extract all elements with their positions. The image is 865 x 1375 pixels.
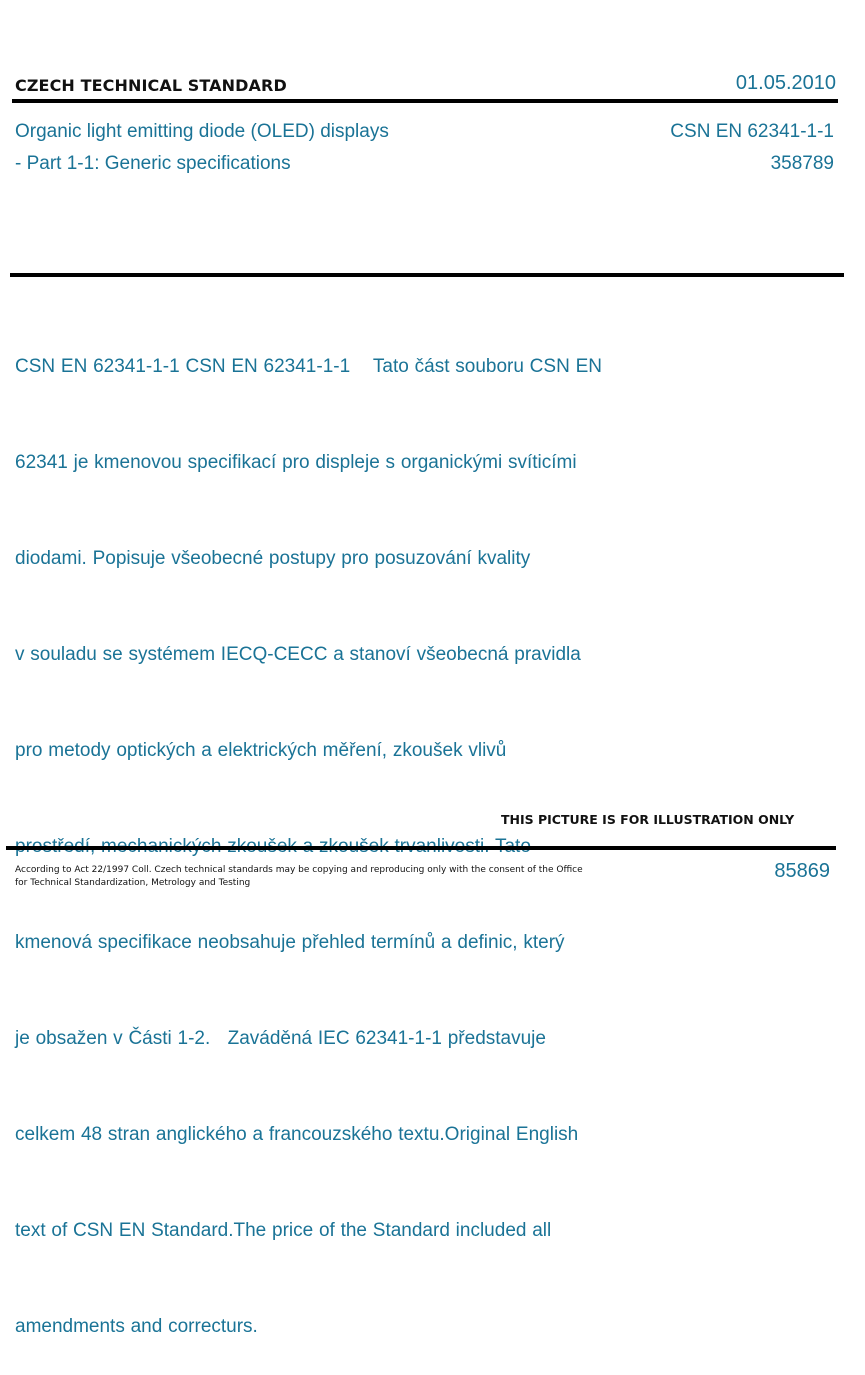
document-title-line-1: Organic light emitting diode (OLED) displays bbox=[15, 121, 389, 142]
document-title bbox=[15, 116, 515, 180]
standard-type-heading: CZECH TECHNICAL STANDARD bbox=[15, 76, 287, 95]
title-divider bbox=[10, 273, 844, 277]
abstract-line: celkem 48 stran anglického a francouzského textu.Original English bbox=[15, 1124, 579, 1145]
legal-notice-line-1: According to Act 22/1997 Coll. Czech technical standards may be copying and reproducing only with the consent of the Office bbox=[15, 865, 583, 875]
footer-divider bbox=[6, 846, 836, 850]
document-code: 85869 bbox=[774, 860, 830, 882]
abstract-line: text of CSN EN Standard.The price of the Standard included all bbox=[15, 1220, 552, 1241]
document-title-line-2: - Part 1-1: Generic specifications bbox=[15, 153, 291, 174]
abstract-line: je obsažen v Části 1-2. Zaváděná IEC 62341-1-1 představuje bbox=[15, 1028, 546, 1049]
legal-notice bbox=[15, 864, 615, 890]
abstract-line: kmenová specifikace neobsahuje přehled termínů a definic, který bbox=[15, 932, 565, 953]
abstract-line: v souladu se systémem IECQ-CECC a stanoví všeobecná pravidla bbox=[15, 644, 581, 665]
abstract-line: 62341 je kmenovou specifikací pro displeje s organickými svíticími bbox=[15, 452, 577, 473]
standard-number: CSN EN 62341-1-1 bbox=[670, 121, 834, 142]
illustration-disclaimer: THIS PICTURE IS FOR ILLUSTRATION ONLY bbox=[501, 812, 795, 827]
abstract-line: CSN EN 62341-1-1 CSN EN 62341-1-1 Tato část souboru CSN EN bbox=[15, 356, 602, 377]
publication-date: 01.05.2010 bbox=[735, 72, 836, 94]
header-divider bbox=[12, 99, 838, 103]
catalog-number: 358789 bbox=[770, 153, 834, 174]
abstract-line: pro metody optických a elektrických měření, zkoušek vlivů bbox=[15, 740, 507, 761]
abstract-line: diodami. Popisuje všeobecné postupy pro posuzování kvality bbox=[15, 548, 531, 569]
legal-notice-line-2: for Technical Standardization, Metrology and Testing bbox=[15, 878, 251, 888]
document-identifiers bbox=[670, 116, 834, 180]
abstract-line: amendments and correcturs. bbox=[15, 1316, 258, 1337]
abstract-text bbox=[15, 287, 685, 1375]
